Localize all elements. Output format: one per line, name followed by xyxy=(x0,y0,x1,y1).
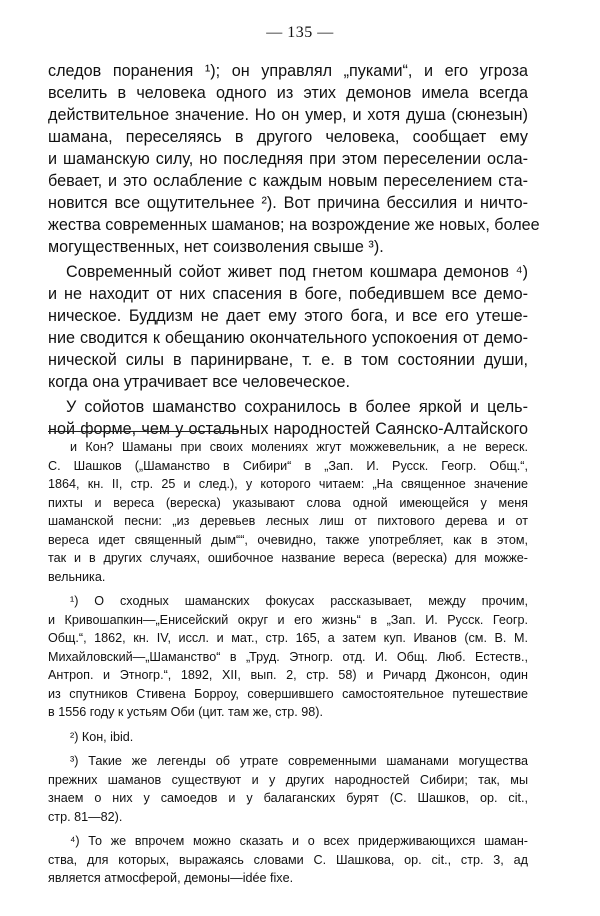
text-line: ническое. Буддизм не дает ему этого бога, и все его утеше- xyxy=(48,307,528,325)
footnote-line: в 1556 году к устьям Оби (цит. там же, стр. 98). xyxy=(48,705,323,719)
page-number: — 135 — xyxy=(266,24,334,41)
text-line: бевает, и это ослабление с каждым новым переселением ста- xyxy=(48,172,528,190)
paragraph xyxy=(48,261,528,393)
text-line: следов поранения ¹); он управлял „пуками“, и его угроза xyxy=(48,62,528,80)
text-line: и не находит от них спасения в боге, победившем все демо- xyxy=(48,285,528,303)
footnote-line: и Кривошапкин—„Енисейский округ и его жизнь“ в „Зап. И. Русск. Геогр. xyxy=(48,612,528,627)
text-line: жества современных шаманов; на возрождение же новых, более xyxy=(48,216,540,234)
footnotes xyxy=(48,438,528,888)
text-line: нической силы в паринирване, т. е. в том состоянии души, xyxy=(48,351,528,369)
footnote-4 xyxy=(48,832,528,888)
main-text xyxy=(48,60,540,440)
text-line: новится все ощутительнее ²). Вот причина бессилия и ничто- xyxy=(48,194,528,212)
footnote-separator xyxy=(48,431,238,432)
text-line: когда она утрачивает все человеческое. xyxy=(48,373,350,391)
text-line: шамана, переселяясь в другого человека, сообщает ему xyxy=(48,128,528,146)
text-line: Современный сойот живет под гнетом кошмара демонов ⁴) xyxy=(66,263,528,281)
footnote-3 xyxy=(48,752,528,826)
footnote-line: пихты и вереса (вереска) указывают слова одной имеющейся у меня xyxy=(48,495,528,510)
footnote-line: ³) Такие же легенды об утрате современными шаманами могущества xyxy=(70,754,528,768)
footnote-line: ⁴) То же впрочем можно сказать и о всех придерживающихся шаман- xyxy=(70,834,528,848)
text-line: вселить в человека одного из этих демонов имела всегда xyxy=(48,84,528,102)
text-line: могущественных, нет соизволения свыше ³). xyxy=(48,238,384,256)
paragraph xyxy=(48,60,540,258)
footnote-continuation xyxy=(48,438,528,586)
text-line: и шаманскую силу, но последняя при этом переселении осла- xyxy=(48,150,528,168)
footnote-line: Михайловский—„Шаманство“ в „Труд. Этногр. отд. И. Общ. Люб. Естеств., xyxy=(48,649,528,664)
footnote-line: ²) Кон, ibid. xyxy=(70,729,134,744)
footnote-line: является атмосферой, демоны—idée fixe. xyxy=(48,871,294,885)
footnote-line: так и в других случаях, ошибочное название вереса (вереска) для можже- xyxy=(48,551,528,565)
footnote-line: С. Шашков („Шаманство в Сибири“ в „Зап. И. Русск. Геогр. Общ.“, xyxy=(48,458,528,473)
text-line: У сойотов шаманство сохранилось в более яркой и цель- xyxy=(66,398,528,416)
footnote-line: стр. 81—82). xyxy=(48,809,123,824)
footnote-line: 1864, кн. II, стр. 25 и след.), у которого читаем: „На священное значение xyxy=(48,477,528,491)
paragraph xyxy=(48,396,528,440)
footnote-line: ¹) О сходных шаманских фокусах рассказывает, между прочим, xyxy=(70,594,528,608)
footnote-line: прежних шаманов существуют и у других народностей Сибири; так, мы xyxy=(48,772,528,787)
footnote-line: Антроп. и Этногр.“, 1892, XII, вып. 2, стр. 58) и Ричард Джонсон, один xyxy=(48,668,528,682)
text-line: действительное значение. Но он умер, и хотя душа (сюнезын) xyxy=(48,106,528,124)
text-line: ние сводится к обещанию окончательного успокоения от демо- xyxy=(48,329,528,347)
footnote-1 xyxy=(48,592,528,722)
footnote-line: вельника. xyxy=(48,569,106,584)
footnote-line: Общ.“, 1862, кн. IV, иссл. и мат., стр. 165, а затем куп. Иванов (см. В. М. xyxy=(48,631,528,645)
footnote-line: из спутников Стивена Борроу, совершившего самостоятельное путешествие xyxy=(48,686,528,701)
footnote-line: вереса идет священный дым““, очевидно, также употребляет, как в этом, xyxy=(48,532,528,547)
footnote-line: знаем о них у самоедов и у балаганских бурят (С. Шашков, op. cit., xyxy=(48,791,528,805)
footnote-line: и Кон? Шаманы при своих молениях жгут можжевельник, а не вереск. xyxy=(70,440,528,454)
text-line: ной форме, чем у остальных народностей Саянско-Алтайского xyxy=(48,420,528,438)
footnote-line: ства, для которых, выражаясь словами С. Шашкова, op. cit., стр. 3, ад xyxy=(48,852,528,867)
footnote-2 xyxy=(48,728,528,747)
footnote-line: шаманской песни: „из деревьев лесных лиш от пихтового дерева и от xyxy=(48,514,528,528)
